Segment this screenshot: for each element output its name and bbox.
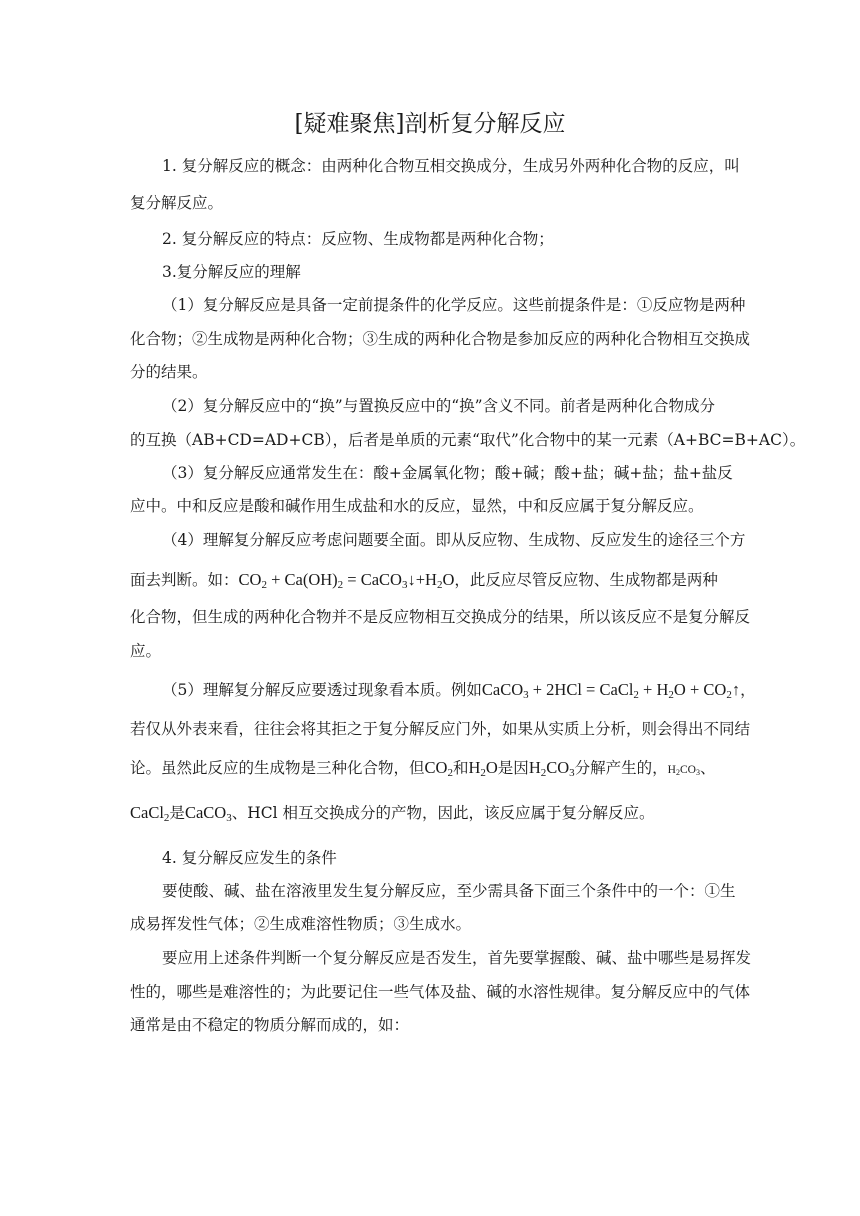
formula-h2co3: $H_2CO_3$ — [528, 758, 575, 779]
application-line-1: 要应用上述条件判断一个复分解反应是否发生，首先要掌握酸、碱、盐中哪些是易挥发 — [162, 949, 752, 967]
formula-cacl2: CaCl$_2$ — [130, 803, 170, 824]
section-5-line-3-text-e: 、 — [699, 759, 716, 777]
section-5-line-2: 若仅从外表来看，往往会将其拒之于复分解反应门外，如果从实质上分析，则会得出不同结 — [130, 720, 751, 738]
section-5-line-4-text-a: 是 — [169, 804, 185, 822]
section-4-line-1: （4）理解复分解反应考虑问题要全面。即从反应物、生成物、反应发生的途径三个方 — [162, 531, 746, 549]
section-5-line-4 — [130, 803, 654, 823]
section-1-line-3: 分的结果。 — [130, 363, 208, 381]
section-5-line-1-text-a: （5）理解复分解反应要透过现象看本质。例如 — [162, 681, 482, 699]
equation-caco3-hcl: CaCO$_3$ + 2HCl = CaCl$_2$ + $H_2O$ + $CO_2↑$ — [481, 680, 741, 701]
section-2-line-2: 的互换（AB+CD=AD+CB），后者是单质的元素“取代”化合物中的某一元素（A+BC=B+AC）。 — [130, 431, 806, 449]
section-4-line-4: 应。 — [130, 642, 162, 660]
paragraph-3-heading: 3.复分解反应的理解 — [162, 263, 301, 281]
section-1-line-1: （1）复分解反应是具备一定前提条件的化学反应。这些前提条件是：①反应物是两种 — [162, 296, 746, 314]
formula-co2: $CO_2$ — [424, 758, 453, 779]
conditions-line-2: 成易挥发性气体；②生成难溶性物质；③生成水。 — [130, 915, 472, 933]
section-5-line-3-text-a: 论。虽然此反应的生成物是三种化合物，但 — [130, 759, 425, 777]
section-5-line-3 — [130, 758, 715, 780]
section-5-line-4-text-b: 、HCl 相互交换成分的产物，因此，该反应属于复分解反应。 — [231, 804, 655, 822]
section-1-line-2: 化合物；②生成物是两种化合物；③生成的两种化合物是参加反应的两种化合物相互交换成 — [130, 330, 751, 348]
formula-caco3: CaCO$_3$ — [184, 803, 232, 824]
section-5-line-3-text-c: 是因 — [497, 759, 529, 777]
section-3-line-1: （3）复分解反应通常发生在：酸+金属氧化物；酸+碱；酸+盐；碱+盐；盐+盐反 — [162, 464, 733, 482]
paragraph-4-heading: 4. 复分解反应发生的条件 — [162, 849, 337, 867]
section-3-line-2: 应中。中和反应是酸和碱作用生成盐和水的反应，显然，中和反应属于复分解反应。 — [130, 497, 704, 515]
formula-h2co3-small: $H_2CO_3$ — [667, 764, 700, 777]
section-5-line-3-text-b: 和 — [452, 759, 469, 777]
paragraph-1-line-1: 1. 复分解反应的概念：由两种化合物互相交换成分，生成另外两种化合物的反应，叫 — [162, 157, 740, 175]
conditions-line-1: 要使酸、碱、盐在溶液里发生复分解反应，至少需具备下面三个条件中的一个：①生 — [162, 882, 736, 900]
section-4-line-3: 化合物，但生成的两种化合物并不是反应物相互交换成分的结果，所以该反应不是复分解反 — [130, 608, 751, 626]
section-4-line-2-text-b: ，此反应尽管反应物、生成物都是两种 — [454, 571, 718, 589]
paragraph-1-line-2: 复分解反应。 — [130, 194, 224, 212]
paragraph-2: 2. 复分解反应的特点：反应物、生成物都是两种化合物； — [162, 230, 554, 248]
application-line-2: 性的，哪些是难溶性的；为此要记住一些气体及盐、碱的水溶性规律。复分解反应中的气体 — [130, 983, 751, 1001]
section-4-line-2-text-a: 面去判断。如： — [130, 571, 239, 589]
section-2-line-1: （2）复分解反应中的“换”与置换反应中的“换”含义不同。前者是两种化合物成分 — [162, 397, 716, 415]
equation-co2-caoh2: $CO_2 + Ca(OH)_2$ = $CaCO_3↓+H_2O$ — [238, 570, 455, 591]
section-5-line-1-text-b: ， — [740, 681, 756, 699]
application-line-3: 通常是由不稳定的物质分解而成的，如： — [130, 1016, 410, 1034]
section-4-line-2 — [130, 570, 718, 590]
section-5-line-3-text-d: 分解产生的， — [574, 759, 668, 777]
formula-h2o: $H_2O$ — [468, 758, 498, 779]
document-title: [疑难聚焦]剖析复分解反应 — [294, 111, 566, 137]
section-5-line-1 — [162, 680, 756, 700]
